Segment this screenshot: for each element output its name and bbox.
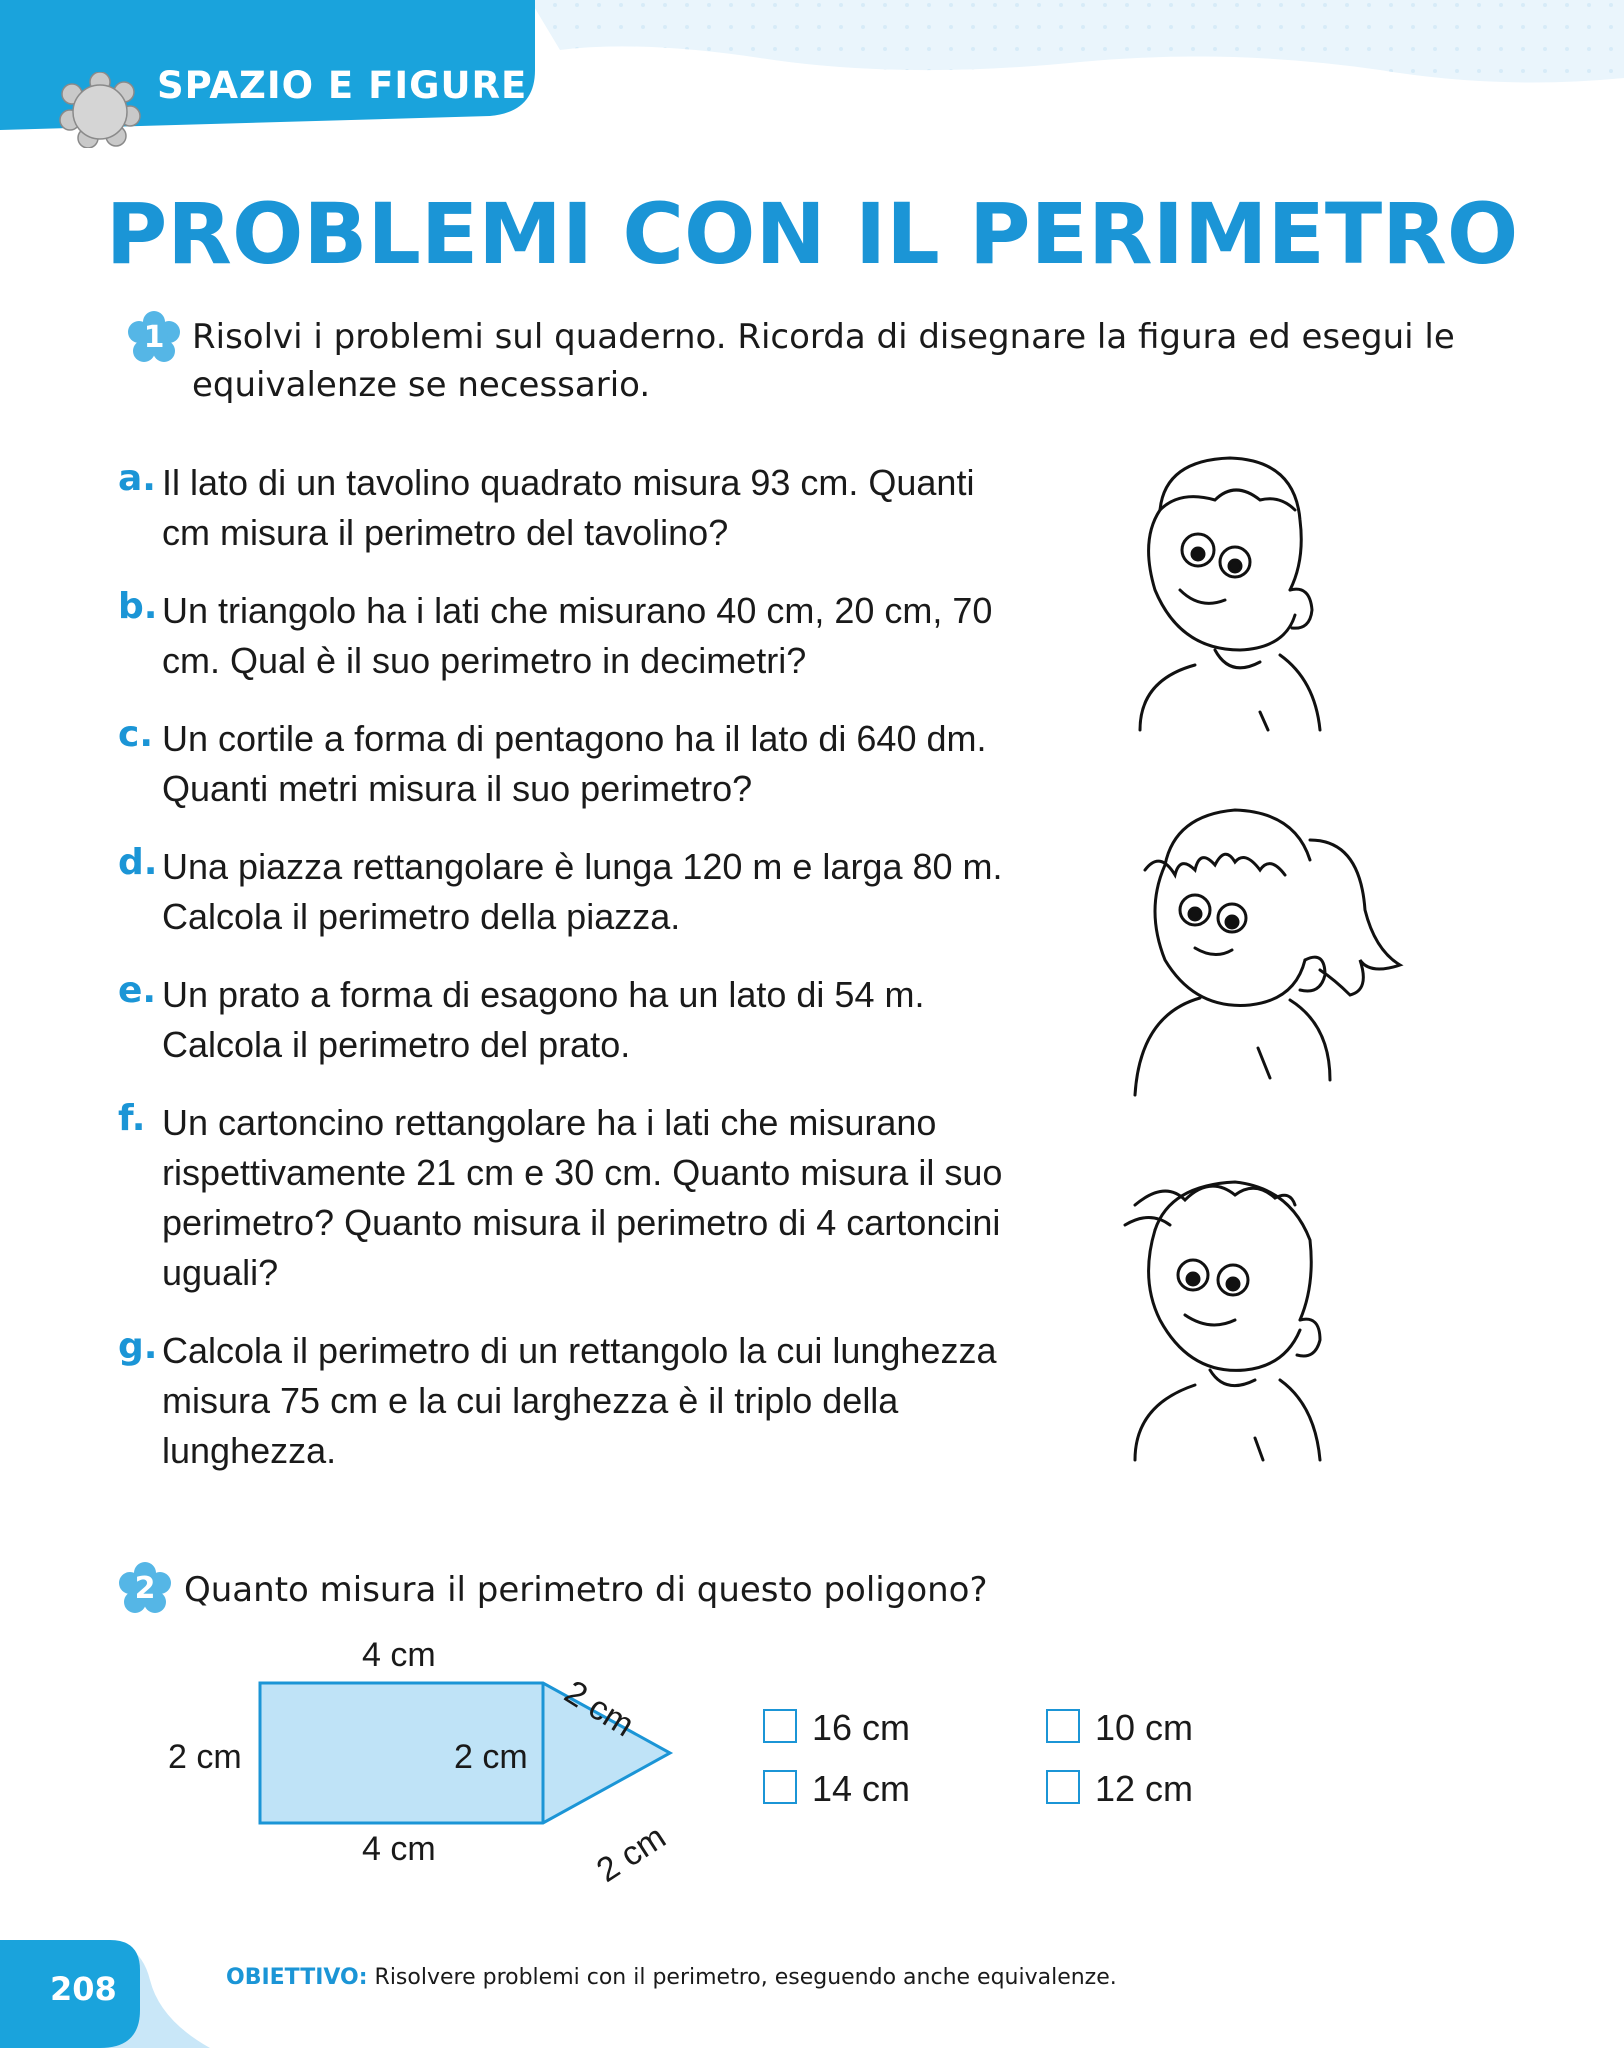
problem-letter: d. [118, 842, 158, 883]
problem-line: misura 75 cm e la cui larghezza è il triplo della [162, 1380, 899, 1421]
child-boy-illustration [1120, 450, 1340, 740]
problem-line: Calcola il perimetro di un rettangolo la cui lunghezza [162, 1330, 997, 1371]
side-upper-diagonal-label: 2 cm [557, 1673, 641, 1745]
problem-line: Una piazza rettangolare è lunga 120 m e larga 80 m. [162, 846, 1003, 887]
option-label: 16 cm [812, 1707, 911, 1748]
instruction-line-2: equivalenze se necessario. [192, 365, 651, 405]
exercise-2-question: Quanto misura il perimetro di questo poligono? [184, 1570, 988, 1610]
problem-letter: g. [118, 1326, 158, 1367]
problem-line: uguali? [162, 1252, 279, 1293]
problem-line: perimetro? Quanto misura il perimetro di 4 cartoncini [162, 1202, 1001, 1243]
side-bottom-label: 4 cm [362, 1830, 436, 1868]
goal-label: OBIETTIVO: [226, 1965, 368, 1990]
side-left-label: 2 cm [168, 1738, 242, 1776]
option-label: 12 cm [1095, 1768, 1194, 1809]
goal-text: Risolvere problemi con il perimetro, eseguendo anche equivalenze. [374, 1965, 1117, 1990]
option-label: 14 cm [812, 1768, 911, 1809]
option-checkbox[interactable] [763, 1709, 797, 1743]
exercise-2-badge [117, 1561, 173, 1617]
page-number: 208 [50, 1970, 117, 2008]
side-top-label: 4 cm [362, 1636, 436, 1674]
problem-letter: a. [118, 458, 156, 499]
problem-line: Il lato di un tavolino quadrato misura 93 cm. Quanti [162, 462, 975, 503]
problem-line: Calcola il perimetro della piazza. [162, 896, 681, 937]
instruction-line-1: Risolvi i problemi sul quaderno. Ricorda di disegnare la figura ed esegui le [192, 317, 1455, 357]
learning-goal [226, 1965, 1117, 1990]
side-lower-diagonal-label: 2 cm [590, 1817, 673, 1890]
problem-line: Calcola il perimetro del prato. [162, 1024, 631, 1065]
problem-line: Un triangolo ha i lati che misurano 40 cm, 20 cm, 70 [162, 590, 993, 631]
problem-line: Un cortile a forma di pentagono ha il lato di 640 dm. [162, 718, 987, 759]
option-checkbox[interactable] [763, 1770, 797, 1804]
problem-letter: f. [118, 1098, 146, 1139]
exercise-2-number: 2 [134, 1571, 156, 1606]
option-label: 10 cm [1095, 1707, 1194, 1748]
problem-letter: c. [118, 714, 154, 755]
option-checkbox[interactable] [1046, 1770, 1080, 1804]
child-girl-illustration [1120, 800, 1410, 1100]
section-label: SPAZIO E FIGURE [157, 64, 528, 107]
problem-line: lunghezza. [162, 1430, 337, 1471]
problem-line: cm. Qual è il suo perimetro in decimetri? [162, 640, 807, 681]
child-boy-2-illustration [1115, 1170, 1355, 1470]
problem-line: Un prato a forma di esagono ha un lato di 54 m. [162, 974, 925, 1015]
problem-line: Quanti metri misura il suo perimetro? [162, 768, 753, 809]
section-badge-icon [58, 72, 142, 148]
problem-letter: e. [118, 970, 157, 1011]
side-inner-label: 2 cm [454, 1738, 528, 1776]
problem-line: Un cartoncino rettangolare ha i lati che misurano [162, 1102, 937, 1143]
exercise-1-badge [126, 310, 182, 366]
problem-line: cm misura il perimetro del tavolino? [162, 512, 729, 553]
option-checkbox[interactable] [1046, 1709, 1080, 1743]
exercise-1-number: 1 [143, 320, 165, 355]
problem-letter: b. [118, 586, 158, 627]
page-title: PROBLEMI CON IL PERIMETRO [105, 185, 1519, 283]
exercise-1-instruction [192, 313, 1532, 409]
problem-line: rispettivamente 21 cm e 30 cm. Quanto misura il suo [162, 1152, 1003, 1193]
